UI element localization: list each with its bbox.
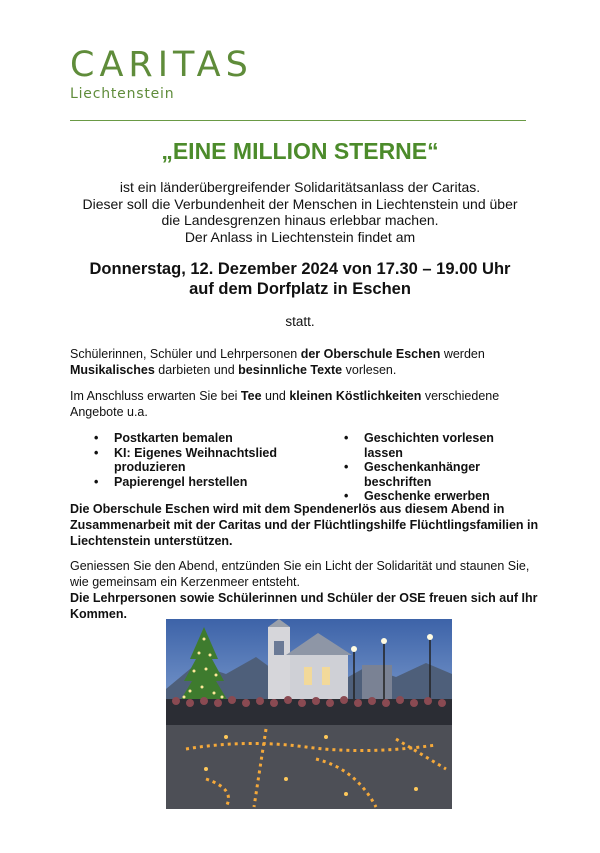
offers-intro-paragraph [70, 388, 540, 420]
text-run-bold: kleinen Köstlichkeiten [289, 389, 422, 403]
text-run: verschiedene Angebote u.a. [70, 389, 500, 419]
intro-line: ist ein länderübergreifender Solidaritätsanlass der Caritas. [119, 179, 481, 195]
list-item: • Geschenkanhänger beschriften [342, 460, 532, 489]
text-run: werden [440, 347, 485, 361]
list-item: • Postkarten bemalen [92, 431, 282, 446]
closing-text-bold: Die Lehrpersonen sowie Schülerinnen und Schüler der OSE freuen sich auf Ihr Kommen. [70, 591, 538, 621]
text-run: vorlesen. [342, 363, 397, 377]
intro-line: Der Anlass in Liechtenstein findet am [184, 228, 416, 245]
intro-line: Dieser soll die Verbundenheit der Menschen in Liechtenstein und über [82, 195, 518, 212]
program-paragraph [70, 346, 540, 378]
statt-text: statt. [285, 314, 315, 329]
list-item: • Geschichten vorlesen lassen [342, 431, 532, 460]
text-run: Im Anschluss erwarten Sie bei [70, 389, 241, 403]
closing-text: Geniessen Sie den Abend, entzünden Sie ein Licht der Solidarität und staunen Sie, wie gemeinsam ein Kerzenmeer entsteht. [70, 559, 530, 589]
logo-subtitle: Liechtenstein [70, 86, 175, 102]
event-datetime [40, 259, 560, 299]
text-run-bold: der Oberschule Eschen [300, 347, 441, 361]
text-run: und [261, 389, 290, 403]
list-item: • Geschenke erwerben [342, 489, 532, 504]
logo-wordmark: CARITAS [70, 45, 253, 85]
intro-line: die Landesgrenzen hinaus erlebbar machen. [161, 212, 439, 228]
closing-paragraph [70, 558, 540, 622]
event-date-line: Donnerstag, 12. Dezember 2024 von 17.30 – 19.00 Uhr [89, 260, 511, 278]
list-item: • KI: Eigenes Weihnachtslied produzieren [92, 446, 282, 475]
intro-text [40, 179, 560, 245]
text-run: Schülerinnen, Schüler und Lehrpersonen [70, 347, 301, 361]
event-photo [166, 619, 452, 809]
offers-column-left [92, 431, 282, 489]
text-run-bold: Musikalisches [70, 363, 155, 377]
caritas-logo [70, 45, 253, 102]
page-title: „EINE MILLION STERNE“ [161, 138, 439, 164]
text-run-bold: besinnliche Texte [238, 363, 343, 377]
event-place-line: auf dem Dorfplatz in Eschen [189, 280, 411, 298]
donation-paragraph: Die Oberschule Eschen wird mit dem Spendenerlös aus diesem Abend in Zusammenarbeit mit der Caritas und der Flüchtlingshilfe Flüchtlingsfamilien in Liechtenstein unterstützen. [70, 502, 539, 548]
text-run: darbieten und [154, 363, 239, 377]
header-divider [70, 120, 526, 121]
list-item: • Papierengel herstellen [92, 475, 282, 490]
offers-column-right [342, 431, 532, 504]
text-run-bold: Tee [240, 389, 262, 403]
event-photo-illustration [166, 619, 452, 809]
